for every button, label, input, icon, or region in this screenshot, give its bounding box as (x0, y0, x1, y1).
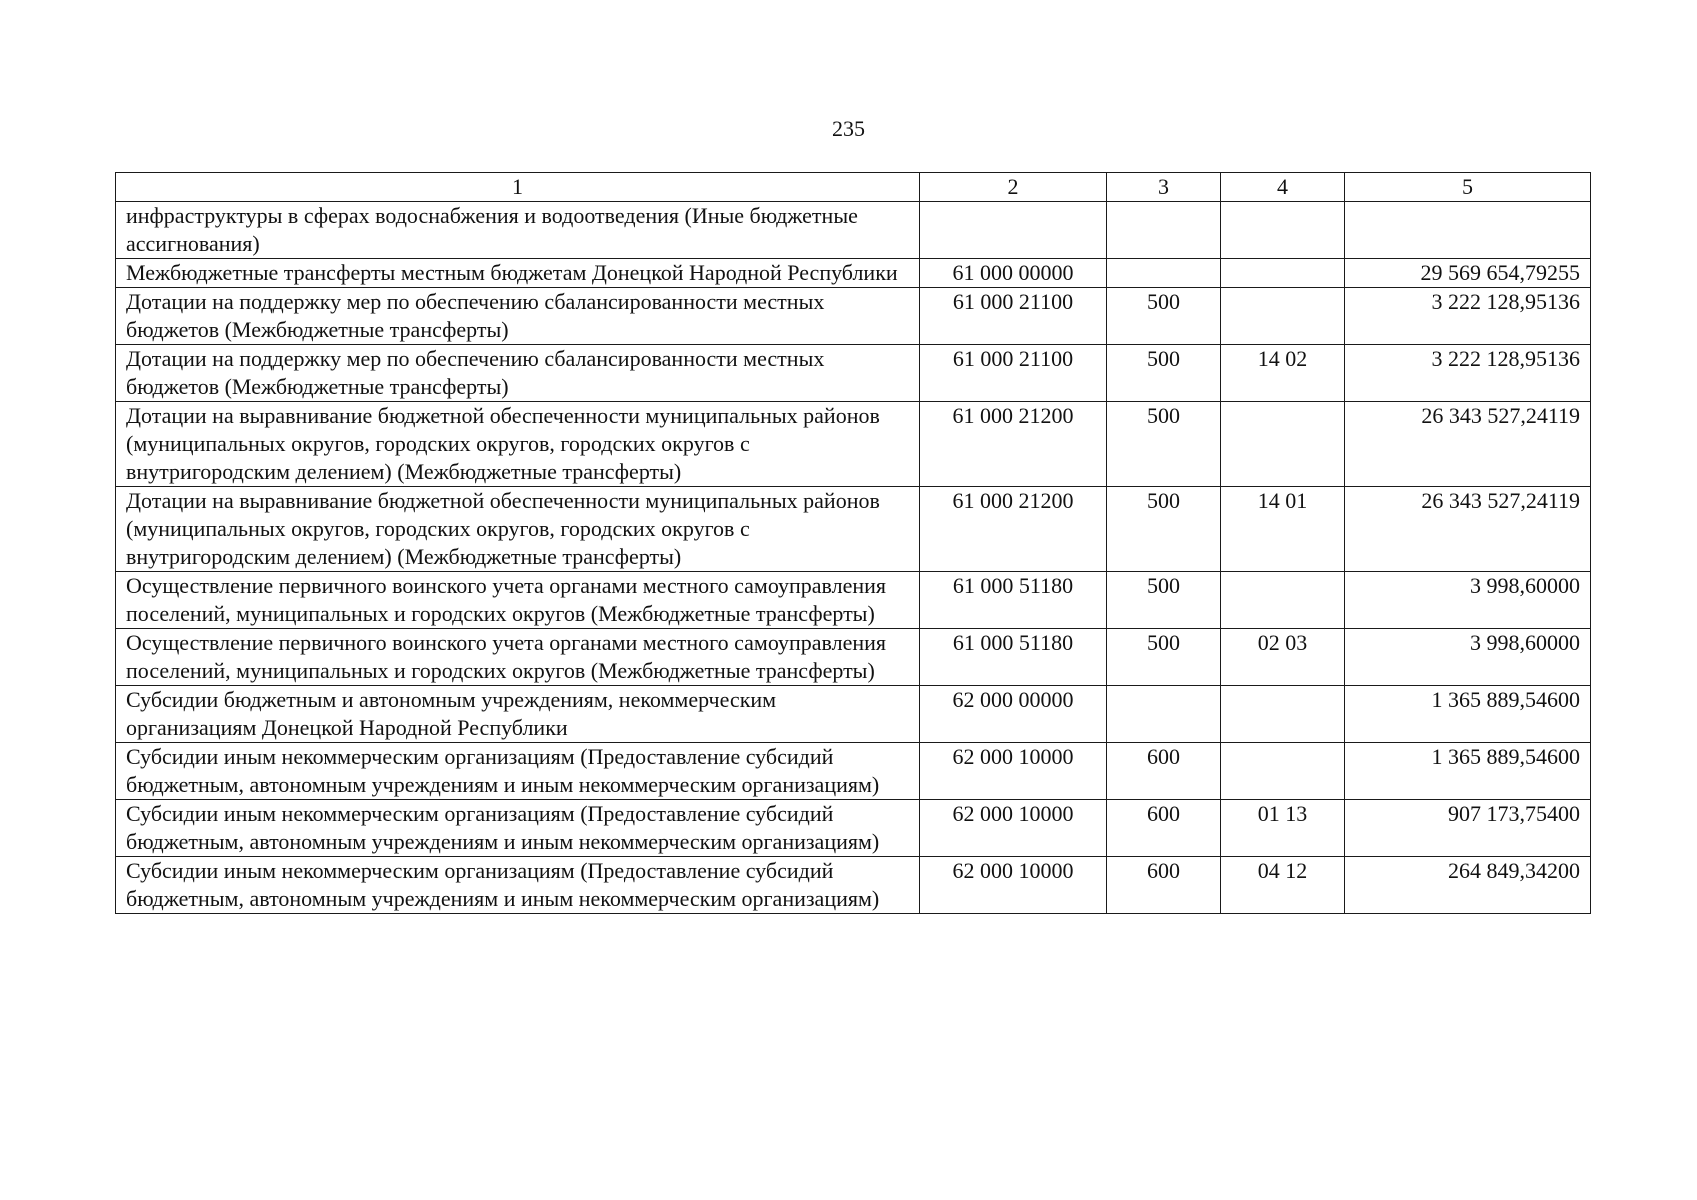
row-type-cell: 600 (1107, 743, 1221, 800)
row-name-cell: Субсидии иным некоммерческим организациям (Предоставление субсидий бюджетным, автономным учреждениям и иным некоммерческим организациям) (116, 743, 920, 800)
page-number: 235 (832, 116, 865, 141)
row-name-cell: Межбюджетные трансферты местным бюджетам Донецкой Народной Республики (116, 259, 920, 288)
row-name-cell: Дотации на поддержку мер по обеспечению сбалансированности местных бюджетов (Межбюджетные трансферты) (116, 288, 920, 345)
row-section-cell (1221, 402, 1345, 487)
row-sum-cell (1345, 202, 1591, 259)
row-type-cell: 500 (1107, 487, 1221, 572)
table-row (116, 629, 1591, 686)
row-sum-cell: 1 365 889,54600 (1345, 686, 1591, 743)
table-row (116, 202, 1591, 259)
budget-table (115, 172, 1591, 914)
row-section-cell: 14 01 (1221, 487, 1345, 572)
row-code-cell: 61 000 00000 (920, 259, 1107, 288)
row-type-cell: 500 (1107, 345, 1221, 402)
row-type-cell (1107, 259, 1221, 288)
row-sum-cell: 29 569 654,79255 (1345, 259, 1591, 288)
row-section-cell (1221, 686, 1345, 743)
row-sum-cell: 3 998,60000 (1345, 629, 1591, 686)
row-type-cell (1107, 686, 1221, 743)
column-header: 1 (116, 173, 920, 202)
table-row (116, 800, 1591, 857)
row-code-cell (920, 202, 1107, 259)
row-name-cell: Субсидии иным некоммерческим организациям (Предоставление субсидий бюджетным, автономным учреждениям и иным некоммерческим организациям) (116, 857, 920, 914)
row-code-cell: 61 000 21200 (920, 487, 1107, 572)
table-row (116, 259, 1591, 288)
table-header-row (116, 173, 1591, 202)
row-section-cell (1221, 572, 1345, 629)
table-row (116, 288, 1591, 345)
row-code-cell: 61 000 51180 (920, 629, 1107, 686)
row-name-cell: Осуществление первичного воинского учета органами местного самоуправления поселений, муниципальных и городских округов (Межбюджетные трансферты) (116, 629, 920, 686)
row-section-cell (1221, 202, 1345, 259)
row-code-cell: 61 000 21100 (920, 288, 1107, 345)
row-name-cell: Дотации на поддержку мер по обеспечению сбалансированности местных бюджетов (Межбюджетные трансферты) (116, 345, 920, 402)
row-section-cell: 01 13 (1221, 800, 1345, 857)
row-sum-cell: 26 343 527,24119 (1345, 402, 1591, 487)
row-type-cell: 500 (1107, 572, 1221, 629)
table-row (116, 686, 1591, 743)
row-section-cell (1221, 743, 1345, 800)
table-row (116, 743, 1591, 800)
row-name-cell: Субсидии иным некоммерческим организациям (Предоставление субсидий бюджетным, автономным учреждениям и иным некоммерческим организациям) (116, 800, 920, 857)
row-code-cell: 61 000 21100 (920, 345, 1107, 402)
row-type-cell (1107, 202, 1221, 259)
row-name-cell: Дотации на выравнивание бюджетной обеспеченности муниципальных районов (муниципальных округов, городских округов, городских округов с внутригородским делением) (Межбюджетные трансферты) (116, 402, 920, 487)
row-sum-cell: 1 365 889,54600 (1345, 743, 1591, 800)
row-section-cell (1221, 259, 1345, 288)
row-section-cell: 02 03 (1221, 629, 1345, 686)
row-code-cell: 62 000 10000 (920, 800, 1107, 857)
row-type-cell: 500 (1107, 629, 1221, 686)
row-sum-cell: 3 222 128,95136 (1345, 345, 1591, 402)
row-code-cell: 61 000 51180 (920, 572, 1107, 629)
row-code-cell: 62 000 10000 (920, 857, 1107, 914)
row-sum-cell: 264 849,34200 (1345, 857, 1591, 914)
row-type-cell: 500 (1107, 288, 1221, 345)
row-code-cell: 62 000 10000 (920, 743, 1107, 800)
column-header: 3 (1107, 173, 1221, 202)
row-name-cell: инфраструктуры в сферах водоснабжения и водоотведения (Иные бюджетные ассигнования) (116, 202, 920, 259)
column-header: 5 (1345, 173, 1591, 202)
table-row (116, 402, 1591, 487)
column-header: 2 (920, 173, 1107, 202)
table-row (116, 487, 1591, 572)
row-code-cell: 62 000 00000 (920, 686, 1107, 743)
row-section-cell: 04 12 (1221, 857, 1345, 914)
row-type-cell: 600 (1107, 800, 1221, 857)
table-row (116, 857, 1591, 914)
table-row (116, 572, 1591, 629)
row-name-cell: Дотации на выравнивание бюджетной обеспеченности муниципальных районов (муниципальных округов, городских округов, городских округов с внутригородским делением) (Межбюджетные трансферты) (116, 487, 920, 572)
row-name-cell: Осуществление первичного воинского учета органами местного самоуправления поселений, муниципальных и городских округов (Межбюджетные трансферты) (116, 572, 920, 629)
row-sum-cell: 3 998,60000 (1345, 572, 1591, 629)
row-section-cell (1221, 288, 1345, 345)
row-sum-cell: 26 343 527,24119 (1345, 487, 1591, 572)
row-section-cell: 14 02 (1221, 345, 1345, 402)
table-row (116, 345, 1591, 402)
row-type-cell: 600 (1107, 857, 1221, 914)
row-type-cell: 500 (1107, 402, 1221, 487)
row-sum-cell: 907 173,75400 (1345, 800, 1591, 857)
column-header: 4 (1221, 173, 1345, 202)
row-name-cell: Субсидии бюджетным и автономным учреждениям, некоммерческим организациям Донецкой Народной Республики (116, 686, 920, 743)
row-code-cell: 61 000 21200 (920, 402, 1107, 487)
row-sum-cell: 3 222 128,95136 (1345, 288, 1591, 345)
